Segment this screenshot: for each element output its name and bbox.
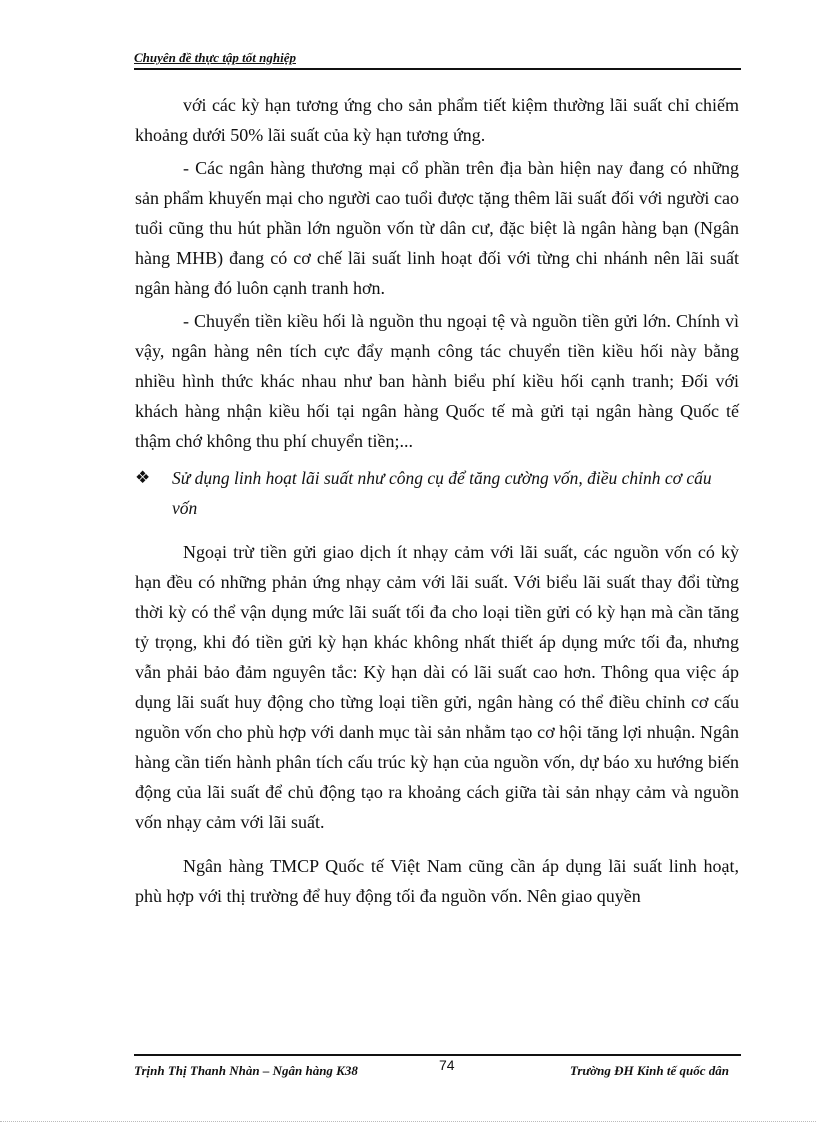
paragraph-2: - Các ngân hàng thương mại cổ phần trên địa bàn hiện nay đang có những sản phẩm khuyến mại cho người cao tuổi được tặng thêm lãi suất đối với người cao tuổi cũng thu hút phần lớn nguồn vốn từ dân cư, đặc biệt là ngân hàng bạn (Ngân hàng MHB) đang có cơ chế lãi suất linh hoạt đối với từng chi nhánh nên lãi suất ngân hàng đó luôn cạnh tranh hơn.: [135, 158, 739, 298]
page-number: 74: [439, 1057, 455, 1073]
page-footer: [134, 1054, 741, 1080]
document-body: [135, 90, 739, 911]
diamond-bullet-icon: ❖: [135, 468, 151, 487]
paragraph-1: với các kỳ hạn tương ứng cho sản phẩm tiết kiệm thường lãi suất chỉ chiếm khoảng dưới 50% lãi suất của kỳ hạn tương ứng.: [135, 95, 739, 145]
page-header: [134, 48, 741, 70]
paragraph-4: Ngoại trừ tiền gửi giao dịch ít nhạy cảm với lãi suất, các nguồn vốn có kỳ hạn đều có những phản ứng nhạy cảm với lãi suất. Với biểu lãi suất thay đổi từng thời kỳ có thể vận dụng mức lãi suất tối đa cho loại tiền gửi có kỳ hạn mà cần tăng tỷ trọng, khi đó tiền gửi kỳ hạn khác không nhất thiết áp dụng mức tối đa, nhưng vẫn phải bảo đảm nguyên tắc: Kỳ hạn dài có lãi suất cao hơn. Thông qua việc áp dụng lãi suất huy động cho từng loại tiền gửi, ngân hàng có thể điều chỉnh cơ cấu nguồn vốn cho phù hợp với danh mục tài sản nhằm tạo cơ hội tăng lợi nhuận. Ngân hàng cần tiến hành phân tích cấu trúc kỳ hạn của nguồn vốn, dự báo xu hướng biến động của lãi suất để chủ động tạo ra khoảng cách giữa tài sản nhạy cảm và nguồn vốn nhạy cảm với lãi suất.: [135, 542, 739, 832]
footer-author: Trịnh Thị Thanh Nhàn – Ngân hàng K38: [134, 1063, 358, 1078]
section-heading-text: Sử dụng linh hoạt lãi suất như công cụ để tăng cường vốn, điều chỉnh cơ cấu vốn: [172, 468, 712, 518]
page-bottom-edge: [0, 1121, 816, 1122]
paragraph-3: - Chuyển tiền kiều hối là nguồn thu ngoại tệ và nguồn tiền gửi lớn. Chính vì vậy, ngân hàng nên tích cực đẩy mạnh công tác chuyển tiền kiều hối này bằng nhiều hình thức khác nhau như ban hành biểu phí kiều hối cạnh tranh; Đối với khách hàng nhận kiều hối tại ngân hàng Quốc tế mà gửi tại ngân hàng Quốc tế thậm chớ không thu phí chuyển tiền;...: [135, 311, 739, 451]
header-title: Chuyên đề thực tập tốt nghiệp: [134, 50, 296, 65]
paragraph-5: Ngân hàng TMCP Quốc tế Việt Nam cũng cần áp dụng lãi suất linh hoạt, phù hợp với thị trường để huy động tối đa nguồn vốn. Nên giao quyền: [135, 856, 739, 906]
section-heading: [135, 463, 739, 523]
footer-school: Trường ĐH Kinh tế quốc dân: [569, 1063, 729, 1078]
